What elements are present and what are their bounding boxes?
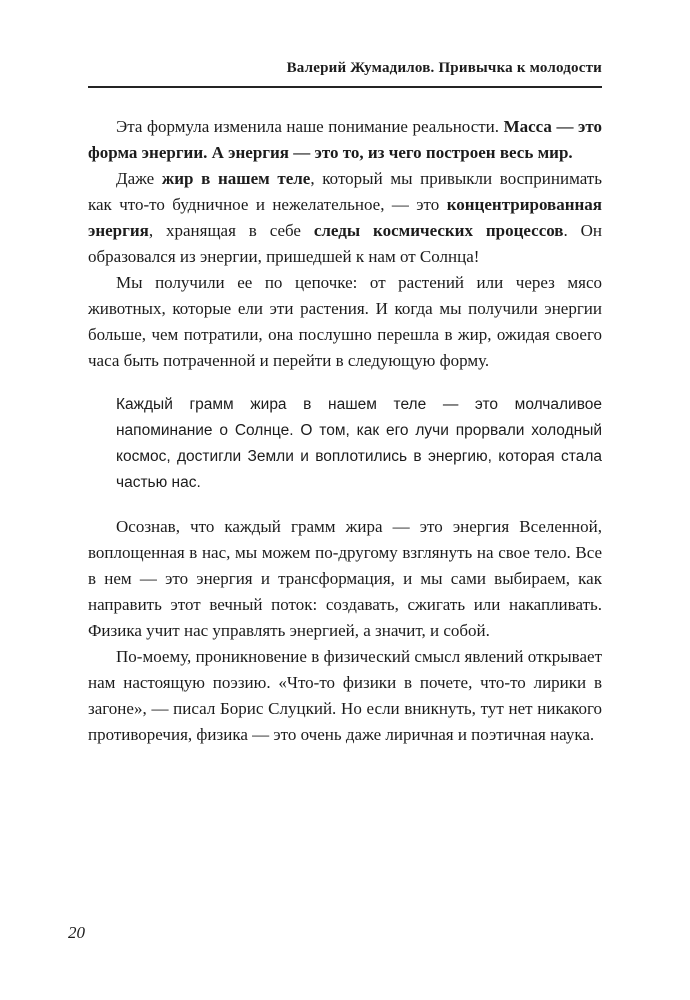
paragraph: Осознав, что каждый грамм жира — это энергия Вселенной, воплощенная в нас, мы можем по-другому взглянуть на свое тело. Все в нем — это энергия и трансформация, и мы сами выбираем, как направить этот вечный поток: создавать, сжигать или накапливать. Физика учит нас управлять энергией, а значит, и собой. — [88, 517, 602, 640]
paragraph: По-моему, проникновение в физический смысл явлений открывает нам настоящую поэзию. «Что-то физики в почете, что-то лирики в загоне», — писал Борис Слуцкий. Но если вникнуть, тут нет никакого противоречия, физика — это очень даже лиричная и поэтичная наука. — [88, 647, 602, 744]
running-title: Валерий Жумадилов. Привычка к молодости — [286, 60, 602, 76]
page-number: 20 — [68, 923, 85, 942]
paragraph: Даже жир в нашем теле, который мы привыкли воспринимать как что-то будничное и нежелательное, — это концентрированная энергия, хранящая в себе следы космических процессов. Он образовался из энергии, пришедшей к нам от Солнца! — [88, 169, 603, 266]
header-divider — [88, 86, 602, 88]
blockquote: Каждый грамм жира в нашем теле — это молчаливое напоминание о Солнце. О том, как его лучи прорвали холодный космос, достигли Земли и воплотились в энергию, которая стала частью нас. — [116, 396, 602, 491]
paragraph: Мы получили ее по цепочке: от растений или через мясо животных, которые ели эти растения. И когда мы получили энергии больше, чем потратили, она послушно перешла в жир, ожидая своего часа быть потраченной и перейти в следующую форму. — [88, 273, 602, 370]
paragraph: Эта формула изменила наше понимание реальности. Масса — это форма энергии. А энергия — это то, из чего построен весь мир. — [88, 117, 602, 162]
page-body — [88, 114, 602, 748]
